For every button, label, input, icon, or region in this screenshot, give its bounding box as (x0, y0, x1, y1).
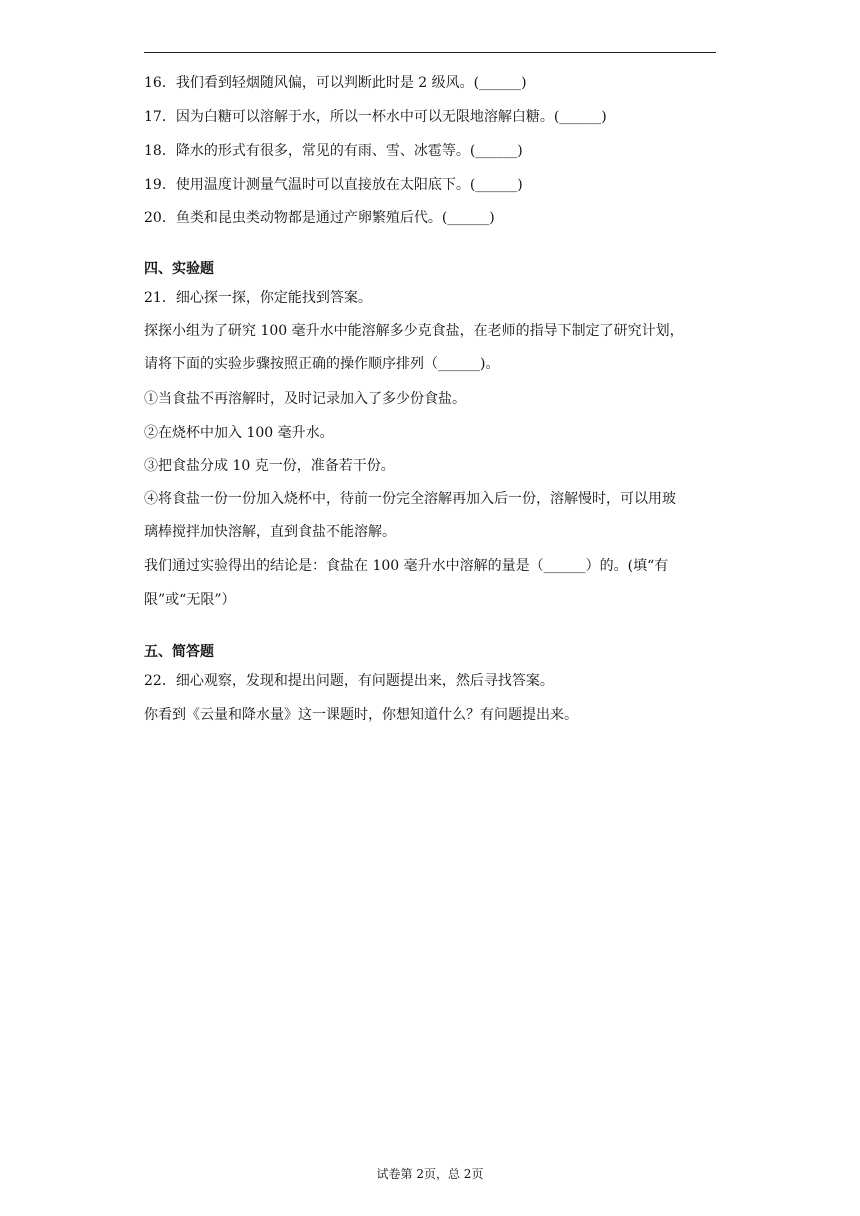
experiment-step-2: ②在烧杯中加入 100 毫升水。 (144, 425, 334, 441)
experiment-step-4-cont: 璃棒搅拌加快溶解，直到食盐不能溶解。 (144, 524, 396, 540)
question-17: 17．因为白糖可以溶解于水，所以一杯水中可以无限地溶解白糖。(______) (144, 109, 607, 125)
experiment-intro-line1: 探探小组为了研究 100 毫升水中能溶解多少克食盐，在老师的指导下制定了研究计划， (144, 323, 684, 339)
section-heading-experiment: 四、实验题 (144, 261, 214, 277)
short-answer-prompt: 你看到《云量和降水量》这一课题时，你想知道什么？有问题提出来。 (144, 707, 578, 723)
question-20: 20．鱼类和昆虫类动物都是通过产卵繁殖后代。(______) (144, 210, 495, 226)
experiment-conclusion-line1: 我们通过实验得出的结论是：食盐在 100 毫升水中溶解的量是（______）的。(填“有 (144, 558, 669, 574)
experiment-intro-line2: 请将下面的实验步骤按照正确的操作顺序排列（______)。 (144, 356, 500, 372)
question-22: 22．细心观察，发现和提出问题，有问题提出来，然后寻找答案。 (144, 673, 554, 689)
experiment-step-1: ①当食盐不再溶解时，及时记录加入了多少份食盐。 (144, 391, 466, 407)
experiment-conclusion-line2: 限”或“无限”） (144, 592, 236, 608)
header-rule (144, 52, 716, 53)
question-19: 19．使用温度计测量气温时可以直接放在太阳底下。(______) (144, 177, 523, 193)
question-21: 21．细心探一探，你定能找到答案。 (144, 290, 372, 306)
question-16: 16．我们看到轻烟随风偏，可以判断此时是 2 级风。(______) (144, 75, 527, 91)
question-18: 18．降水的形式有很多，常见的有雨、雪、冰雹等。(______) (144, 143, 523, 159)
section-heading-short-answer: 五、简答题 (144, 644, 214, 660)
page-footer: 试卷第 2页，总 2页 (376, 1167, 484, 1181)
experiment-step-3: ③把食盐分成 10 克一份，准备若干份。 (144, 458, 395, 474)
experiment-step-4: ④将食盐一份一份加入烧杯中，待前一份完全溶解再加入后一份，溶解慢时，可以用玻 (144, 491, 676, 507)
